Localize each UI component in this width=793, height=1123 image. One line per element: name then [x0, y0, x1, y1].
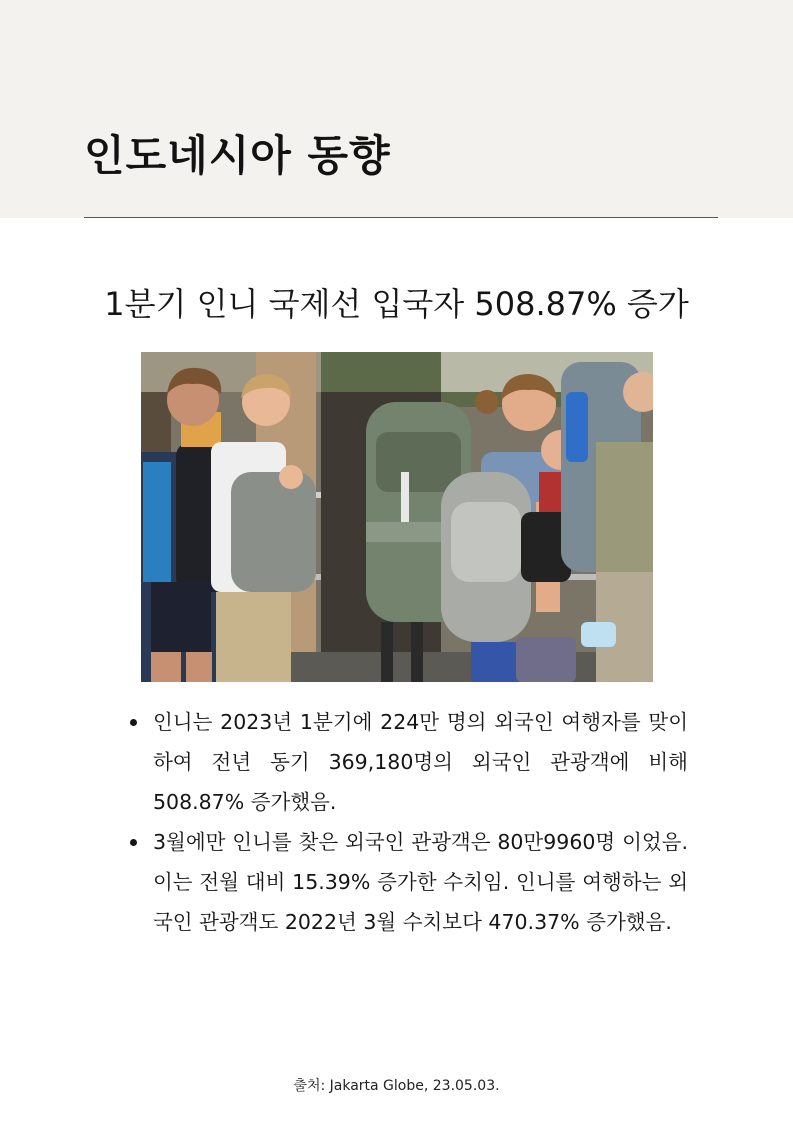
title-divider — [84, 217, 718, 218]
header-band — [0, 0, 793, 218]
bullet-list — [128, 702, 688, 942]
bullet-item — [128, 822, 688, 942]
bullet-text: 3월에만 인니를 찾은 외국인 관광객은 80만9960명 이었음. 이는 전월 대비 15.39% 증가한 수치임. 인니를 여행하는 외국인 관광객도 2022년 3월 수치보다 470.37% 증가했음. — [153, 830, 688, 934]
bullet-item — [128, 702, 688, 822]
article-heading: 1분기 인니 국제선 입국자 508.87% 증가 — [104, 285, 689, 323]
page-title: 인도네시아 동향 — [84, 131, 391, 180]
backpackers-photo — [141, 352, 653, 682]
bullet-dot-icon — [130, 719, 137, 726]
bullet-text: 인니는 2023년 1분기에 224만 명의 외국인 여행자를 맞이하여 전년 동기 369,180명의 외국인 관광객에 비해 508.87% 증가했음. — [153, 710, 688, 814]
bullet-dot-icon — [130, 839, 137, 846]
source-credit: 출처: Jakarta Globe, 23.05.03. — [293, 1078, 500, 1094]
